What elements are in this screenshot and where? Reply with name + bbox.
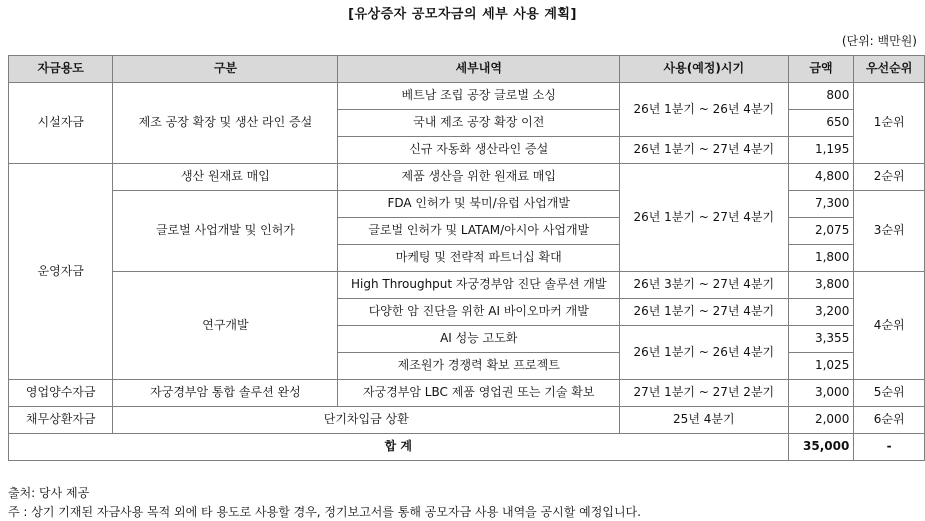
category-cell: 채무상환자금 [9,407,113,434]
subcategory-cell: 자궁경부암 통합 솔루션 완성 [113,380,338,407]
amount-cell: 1,195 [788,137,854,164]
period-cell: 26년 1분기 ~ 26년 4분기 [620,83,789,137]
amount-cell: 3,000 [788,380,854,407]
category-cell: 영업양수자금 [9,380,113,407]
total-row [9,434,925,461]
subcategory-cell: 제조 공장 확장 및 생산 라인 증설 [113,83,338,164]
amount-cell: 7,300 [788,191,854,218]
header-cell: 사용(예정)시기 [620,56,789,83]
total-priority: - [854,434,925,461]
total-label: 합 계 [9,434,789,461]
amount-cell: 4,800 [788,164,854,191]
amount-cell: 650 [788,110,854,137]
priority-cell: 4순위 [854,272,925,380]
detail-cell: High Throughput 자궁경부암 진단 솔루션 개발 [338,272,620,299]
detail-cell: 제품 생산을 위한 원재료 매입 [338,164,620,191]
table-row [9,164,925,191]
unit-label: (단위: 백만원) [841,34,917,48]
document-title: [유상증자 공모자금의 세부 사용 계획] [348,7,577,22]
subcategory-cell: 글로벌 사업개발 및 인허가 [113,191,338,272]
detail-cell: FDA 인허가 및 북미/유럽 사업개발 [338,191,620,218]
table-row [9,407,925,434]
detail-cell: 신규 자동화 생산라인 증설 [338,137,620,164]
period-cell: 25년 4분기 [620,407,789,434]
priority-cell: 6순위 [854,407,925,434]
table-row [9,83,925,110]
amount-cell: 1,025 [788,353,854,380]
priority-cell: 1순위 [854,83,925,164]
amount-cell: 1,800 [788,245,854,272]
header-cell: 자금용도 [9,56,113,83]
period-cell: 26년 1분기 ~ 27년 4분기 [620,137,789,164]
table-row [9,272,925,299]
detail-cell: 글로벌 인허가 및 LATAM/아시아 사업개발 [338,218,620,245]
priority-cell: 3순위 [854,191,925,272]
category-cell: 운영자금 [9,164,113,380]
amount-cell: 2,075 [788,218,854,245]
subcategory-cell: 생산 원재료 매입 [113,164,338,191]
header-cell: 구분 [113,56,338,83]
footnote: 주 : 상기 기재된 자금사용 목적 외에 타 용도로 사용할 경우, 정기보고서를 통해 공모자금 사용 내역을 공시할 예정입니다. [8,505,641,519]
amount-cell: 2,000 [788,407,854,434]
detail-cell: 베트남 조립 공장 글로벌 소싱 [338,83,620,110]
priority-cell: 2순위 [854,164,925,191]
amount-cell: 800 [788,83,854,110]
subcategory-cell: 연구개발 [113,272,338,380]
header-cell: 세부내역 [338,56,620,83]
period-cell: 26년 3분기 ~ 27년 4분기 [620,272,789,299]
subcategory-cell: 단기차입금 상환 [113,407,620,434]
detail-cell: 제조원가 경쟁력 확보 프로젝트 [338,353,620,380]
detail-cell: 자궁경부암 LBC 제품 영업권 또는 기술 확보 [338,380,620,407]
header-cell: 금액 [788,56,854,83]
period-cell: 26년 1분기 ~ 27년 4분기 [620,299,789,326]
table-row [9,191,925,218]
header-cell: 우선순위 [854,56,925,83]
period-cell: 26년 1분기 ~ 27년 4분기 [620,164,789,272]
period-cell: 26년 1분기 ~ 26년 4분기 [620,326,789,380]
source-note: 출처: 당사 제공 [8,486,90,500]
detail-cell: AI 성능 고도화 [338,326,620,353]
detail-cell: 국내 제조 공장 확장 이전 [338,110,620,137]
total-amount: 35,000 [788,434,854,461]
amount-cell: 3,800 [788,272,854,299]
table-row [9,380,925,407]
table-header-row [9,56,925,83]
category-cell: 시설자금 [9,83,113,164]
priority-cell: 5순위 [854,380,925,407]
period-cell: 27년 1분기 ~ 27년 2분기 [620,380,789,407]
detail-cell: 다양한 암 진단을 위한 AI 바이오마커 개발 [338,299,620,326]
amount-cell: 3,200 [788,299,854,326]
amount-cell: 3,355 [788,326,854,353]
detail-cell: 마케팅 및 전략적 파트너십 확대 [338,245,620,272]
fund-usage-table [8,55,925,461]
